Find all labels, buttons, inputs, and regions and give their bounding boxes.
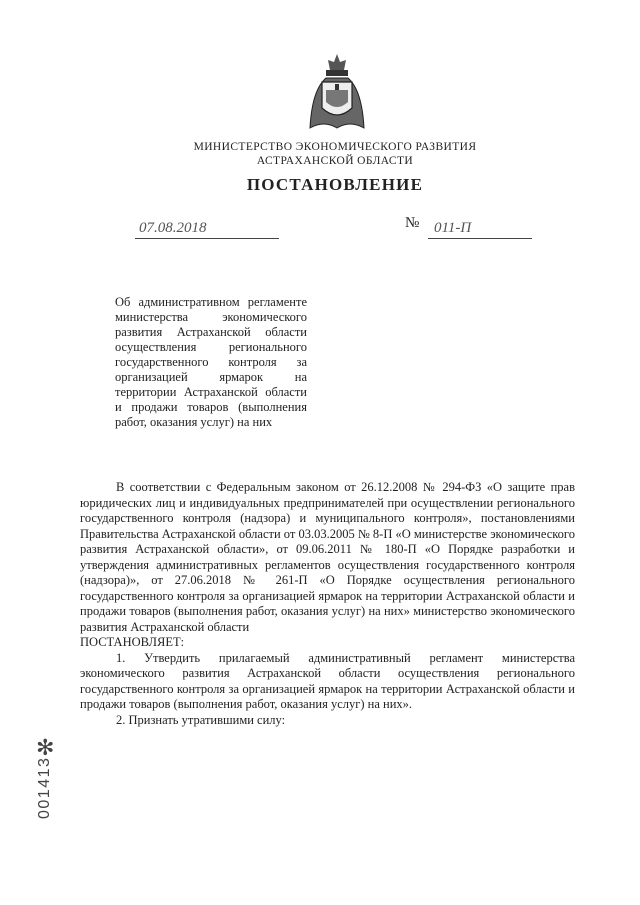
ministry-line-2: АСТРАХАНСКОЙ ОБЛАСТИ [256, 155, 414, 167]
document-type: ПОСТАНОВЛЕНИЕ [246, 175, 424, 194]
asterisk-mark: ✻ [36, 736, 55, 761]
decree-word: ПОСТАНОВЛЯЕТ: [80, 635, 185, 649]
coat-of-arms-icon [302, 50, 372, 134]
item-2-paragraph: 2. Признать утратившими силу: [116, 712, 286, 727]
ministry-name [150, 140, 520, 168]
serial-number: 001413 [36, 756, 53, 819]
item-1-paragraph: 1. Утвердить прилагаемый административный регламент министерства экономического развития Астраханской области осуществления регионального государственного контроля за организацией ярмарок на территории Астраханской области и продажи товаров (выполнения работ, оказания услуг) на них». [80, 650, 575, 711]
document-subject: Об административном регламенте министерства экономического развития Астраханской области осуществления регионального государственного контроля за организацией ярмарок на территории Астраханской области и продажи товаров (выполнения работ, оказания услуг) на них [115, 295, 307, 429]
preamble-paragraph: В соответствии с Федеральным законом от 26.12.2008 № 294-ФЗ «О защите прав юридических лиц и индивидуальных предпринимателей при осуществлении регионального государственного контроля (надзора) и муниципального контроля», постановлениями Правительства Астраханской области от 03.03.2005 № 8-П «О министерстве экономического развития Астраханской области», от 09.06.2011 № 180-П «О Порядке разработки и утверждения административных регламентов осуществления государственного контроля (надзора)», от 27.06.2018 № 261-П «О Порядке осуществления регионального государственного контроля за организацией ярмарок на территории Астраханской области и продажи товаров (выполнения работ, оказания услуг) на них» министерство экономического развития Астраханской области [80, 480, 575, 634]
document-date: 07.08.2018 [135, 218, 279, 239]
number-label: № [405, 215, 420, 231]
document-body [80, 480, 575, 728]
document-number: 011-П [428, 218, 532, 239]
serial-stamp [32, 735, 62, 825]
ministry-line-1: МИНИСТЕРСТВО ЭКОНОМИЧЕСКОГО РАЗВИТИЯ [193, 141, 477, 153]
